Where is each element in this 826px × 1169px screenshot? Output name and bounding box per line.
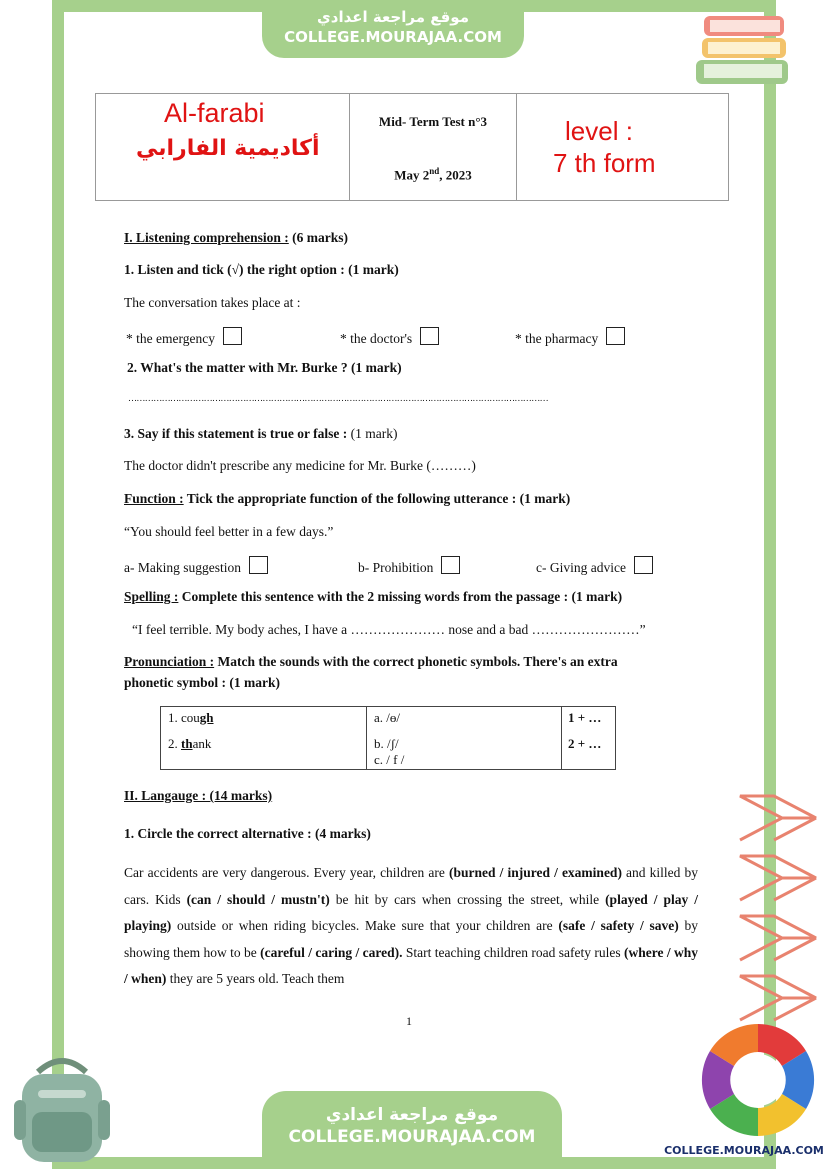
spelling-sentence: “I feel terrible. My body aches, I have a ………………… nose and a bad ……………………” (132, 622, 646, 637)
school-cell (96, 94, 350, 200)
question-title: 1. Listen and tick (√) the right option : (1 mark) (124, 262, 399, 277)
site-arabic-title: موقع مراجعة اعدادي (325, 1105, 499, 1125)
question-title: 2. What's the matter with Mr. Burke ? (1 mark) (127, 360, 402, 375)
site-url[interactable]: COLLEGE.MOURAJAA.COM (284, 28, 502, 46)
symbol-c: c. / f / (374, 752, 405, 767)
backpack-icon (8, 1050, 116, 1166)
page-number: 1 (406, 1014, 412, 1028)
site-banner-top (262, 0, 524, 58)
section-heading: I. Listening comprehension : (6 marks) (124, 230, 349, 245)
test-info-cell (350, 94, 517, 200)
answer-slot[interactable]: 2 + … (568, 736, 602, 751)
option-advice: c- Giving advice (536, 556, 653, 576)
chevron-decoration-icon (730, 790, 822, 1030)
utterance-quote: “You should feel better in a few days.” (124, 524, 334, 539)
paragraph-text: they are 5 years old. Teach them (166, 971, 345, 986)
site-url[interactable]: COLLEGE.MOURAJAA.COM (288, 1127, 536, 1147)
tick-box[interactable] (249, 556, 268, 574)
site-logo-wheel-icon (694, 1020, 822, 1140)
section-heading: II. Langauge : (14 marks) (124, 788, 273, 803)
question-title-cont: phonetic symbol : (1 mark) (124, 675, 280, 690)
paragraph-text: Car accidents are very dangerous. Every year, children are (124, 865, 449, 880)
level-value: 7 th form (553, 148, 656, 178)
paragraph-text: by showing them how to be (124, 918, 699, 960)
paragraph-text: Start teaching children road safety rules (402, 944, 625, 960)
alternative-choice[interactable]: (can / should / mustn't) (186, 891, 330, 907)
circle-alternative-paragraph (124, 860, 698, 993)
question-title: Pronunciation : Match the sounds with the correct phonetic symbols. There's an extra (124, 654, 618, 669)
level-label: level : (565, 116, 633, 146)
test-title: Mid- Term Test n°3 (378, 114, 488, 129)
question-title: 1. Circle the correct alternative : (4 marks) (124, 826, 371, 841)
symbol-a: a. /ɵ/ (374, 710, 400, 725)
school-name-ar: أكاديمية الفارابي (136, 136, 320, 161)
site-arabic-title: موقع مراجعة اعدادي (317, 8, 469, 26)
paragraph-text: outside or when riding bicycles. Make sure that your children are (171, 918, 559, 933)
books-icon (694, 10, 798, 94)
site-logo-caption: COLLEGE.MOURAJAA.COM (664, 1144, 824, 1157)
tick-box[interactable] (634, 556, 653, 574)
tick-box[interactable] (441, 556, 460, 574)
option-doctors: * the doctor's (340, 327, 439, 347)
alternative-choice[interactable]: (safe / safety / save) (558, 918, 679, 933)
true-false-statement: The doctor didn't prescribe any medicine for Mr. Burke (………) (124, 458, 476, 473)
phonetic-match-table (160, 706, 616, 770)
tick-box[interactable] (420, 327, 439, 345)
tick-box[interactable] (223, 327, 242, 345)
alternative-choice[interactable]: (careful / caring / cared). (260, 944, 403, 960)
question-title: Spelling : Complete this sentence with the 2 missing words from the passage : (1 mark) (124, 589, 623, 604)
option-pharmacy: * the pharmacy (515, 327, 625, 347)
symbol-b: b. /ʃ/ (374, 736, 399, 751)
school-name-en: Al-farabi (164, 98, 265, 128)
word-thank: 2. thank (168, 736, 212, 751)
option-prohibition: b- Prohibition (358, 556, 460, 576)
option-suggestion: a- Making suggestion (124, 556, 268, 576)
alternative-choice[interactable]: (played / play / playing) (124, 891, 699, 933)
answer-dots[interactable]: …………………………………………………………………………………………………………………………………… (128, 393, 549, 403)
tick-box[interactable] (606, 327, 625, 345)
question-prompt: The conversation takes place at : (124, 295, 301, 310)
alternative-choice[interactable]: (where / why / when) (124, 944, 699, 986)
question-title: Function : Tick the appropriate function of the following utterance : (1 mark) (124, 491, 571, 506)
paragraph-text: be hit by cars when crossing the street, while (329, 891, 606, 907)
alternative-choice[interactable]: (burned / injured / examined) (449, 865, 622, 880)
word-cough: 1. cough (168, 710, 214, 725)
paragraph-text: and killed by cars. Kids (124, 865, 698, 907)
frame-left-border (52, 0, 64, 1169)
level-cell (517, 94, 728, 200)
symbols-column (367, 707, 562, 769)
test-date: May 2nd, 2023 (394, 166, 472, 183)
exam-header-table (95, 93, 729, 201)
site-banner-bottom (262, 1091, 562, 1169)
answers-column (562, 707, 615, 769)
words-column (161, 707, 367, 769)
option-emergency: * the emergency (126, 327, 242, 347)
question-title: 3. Say if this statement is true or false : (1 mark) (124, 426, 398, 441)
answer-slot[interactable]: 1 + … (568, 710, 602, 725)
